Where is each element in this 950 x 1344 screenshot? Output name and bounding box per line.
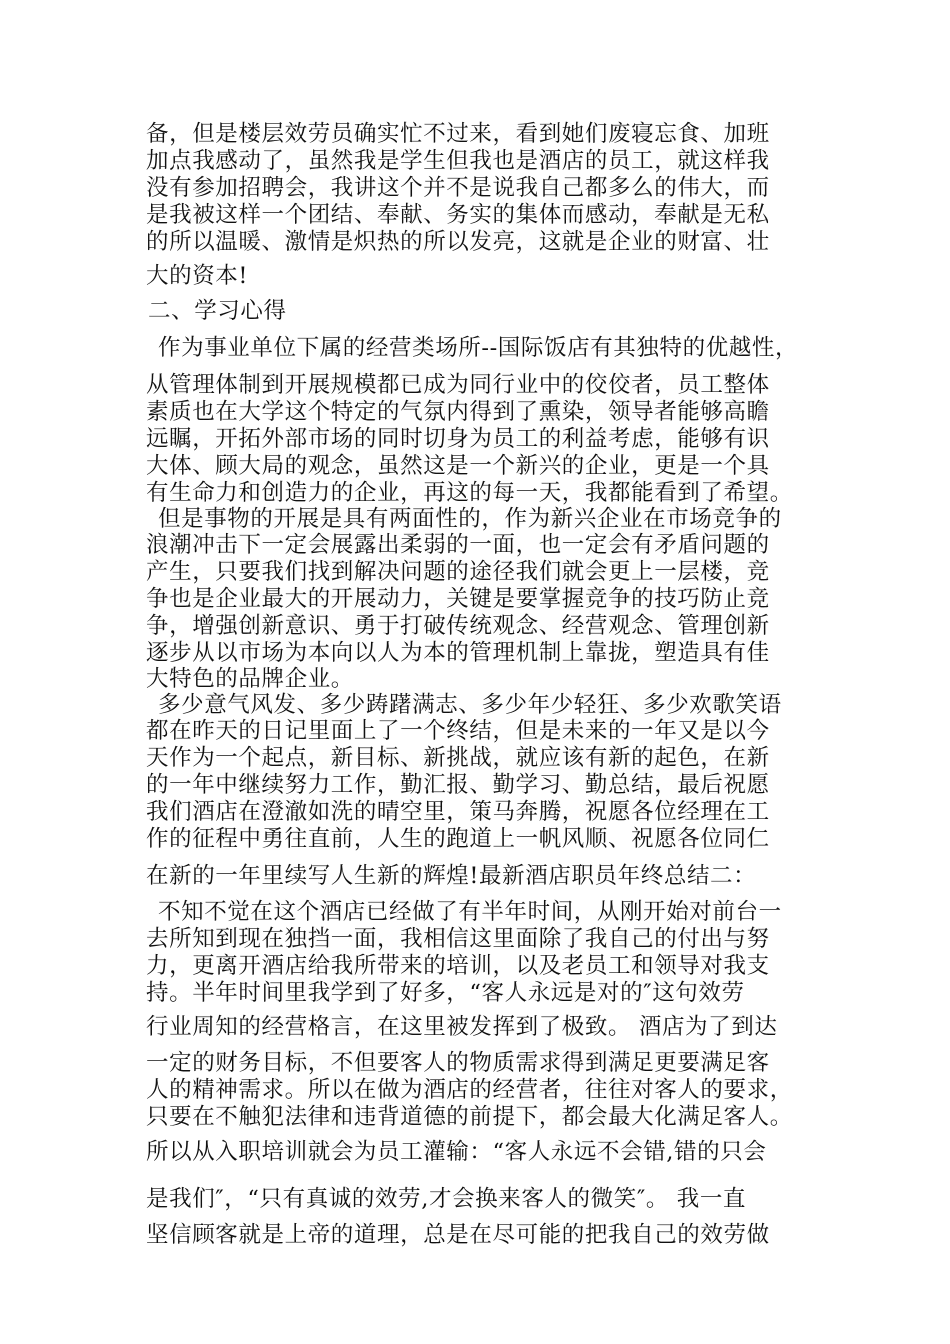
text-line: 加点我感动了，虽然我是学生但我也是酒店的员工，就这样我: [146, 148, 770, 174]
text-line: 是我被这样一个团结、奉献、务实的集体而感动，奉献是无私: [146, 202, 770, 228]
text-line: 从管理体制到开展规模都已成为同行业中的佼佼者，员工整体: [146, 372, 770, 398]
text-line: 是我们″，“只有真诚的效劳,才会换来客人的微笑″。 我一直: [146, 1186, 747, 1212]
paragraph-first-line: 作为事业单位下属的经营类场所--国际饭店有其独特的优越性，: [158, 335, 799, 361]
text-line: 去所知到现在独挡一面，我相信这里面除了我自己的付出与努: [146, 926, 770, 952]
text-line: 产生，只要我们找到解决问题的途径我们就会更上一层楼，竞: [146, 559, 770, 585]
text-line: 素质也在大学这个特定的气氛内得到了熏染，领导者能够高瞻: [146, 399, 770, 425]
text-line: 作的征程中勇往直前，人生的跑道上一帆风顺、祝愿各位同仁: [146, 826, 770, 852]
text-line: 天作为一个起点，新目标、新挑战，就应该有新的起色，在新: [146, 745, 770, 771]
text-line: 备，但是楼层效劳员确实忙不过来，看到她们废寝忘食、加班: [146, 121, 770, 147]
section-heading: 二、学习心得: [148, 298, 287, 324]
text-line: 坚信顾客就是上帝的道理，总是在尽可能的把我自己的效劳做: [146, 1222, 770, 1248]
text-line: 的所以温暖、激情是炽热的所以发亮，这就是企业的财富、壮: [146, 229, 770, 255]
text-line: 行业周知的经营格言，在这里被发挥到了极致。 酒店为了到达: [146, 1014, 778, 1040]
text-line: 我们酒店在澄澈如洗的晴空里，策马奔腾，祝愿各位经理在工: [146, 799, 770, 825]
text-line: 都在昨天的日记里面上了一个终结，但是未来的一年又是以今: [146, 718, 770, 744]
text-line: 大体、顾大局的观念，虽然这是一个新兴的企业，更是一个具: [146, 453, 770, 479]
text-line: 人的精神需求。所以在做为酒店的经营者，往往对客人的要求，: [146, 1077, 793, 1103]
text-line: 争，增强创新意识、勇于打破传统观念、经营观念、管理创新: [146, 613, 770, 639]
text-line: 一定的财务目标，不但要客人的物质需求得到满足更要满足客: [146, 1050, 770, 1076]
paragraph-first-line: 不知不觉在这个酒店已经做了有半年时间，从刚开始对前台一: [158, 899, 782, 925]
text-line: 逐步从以市场为本向以人为本的管理机制上靠拢，塑造具有佳: [146, 640, 770, 666]
text-line: 浪潮冲击下一定会展露出柔弱的一面，也一定会有矛盾问题的: [146, 532, 770, 558]
text-line: 所以从入职培训就会为员工灌输：“客人永远不会错,错的只会: [146, 1139, 767, 1165]
text-line: 只要在不触犯法律和违背道德的前提下，都会最大化满足客人。: [146, 1104, 793, 1130]
paragraph-first-line: 但是事物的开展是具有两面性的，作为新兴企业在市场竞争的: [158, 506, 782, 532]
text-line: 有生命力和创造力的企业，再这的每一天，我都能看到了希望。: [146, 480, 793, 506]
text-line: 的一年中继续努力工作，勤汇报、勤学习、勤总结，最后祝愿: [146, 772, 770, 798]
text-line: 大特色的品牌企业。: [146, 666, 354, 692]
text-line: 大的资本!: [146, 263, 249, 289]
text-line: 力，更离开酒店给我所带来的培训，以及老员工和领导对我支: [146, 953, 770, 979]
text-line: 持。半年时间里我学到了好多，“客人永远是对的″这句效劳: [146, 980, 745, 1006]
text-line: 没有参加招聘会，我讲这个并不是说我自己都多么的伟大，而: [146, 175, 770, 201]
text-line: 争也是企业最大的开展动力，关键是要掌握竞争的技巧防止竞: [146, 586, 770, 612]
paragraph-first-line: 多少意气风发、多少踌躇满志、多少年少轻狂、多少欢歌笑语: [158, 692, 782, 718]
text-line: 远瞩，开拓外部市场的同时切身为员工的利益考虑，能够有识: [146, 426, 770, 452]
text-line: 在新的一年里续写人生新的辉煌!最新酒店职员年终总结二：: [146, 863, 757, 889]
